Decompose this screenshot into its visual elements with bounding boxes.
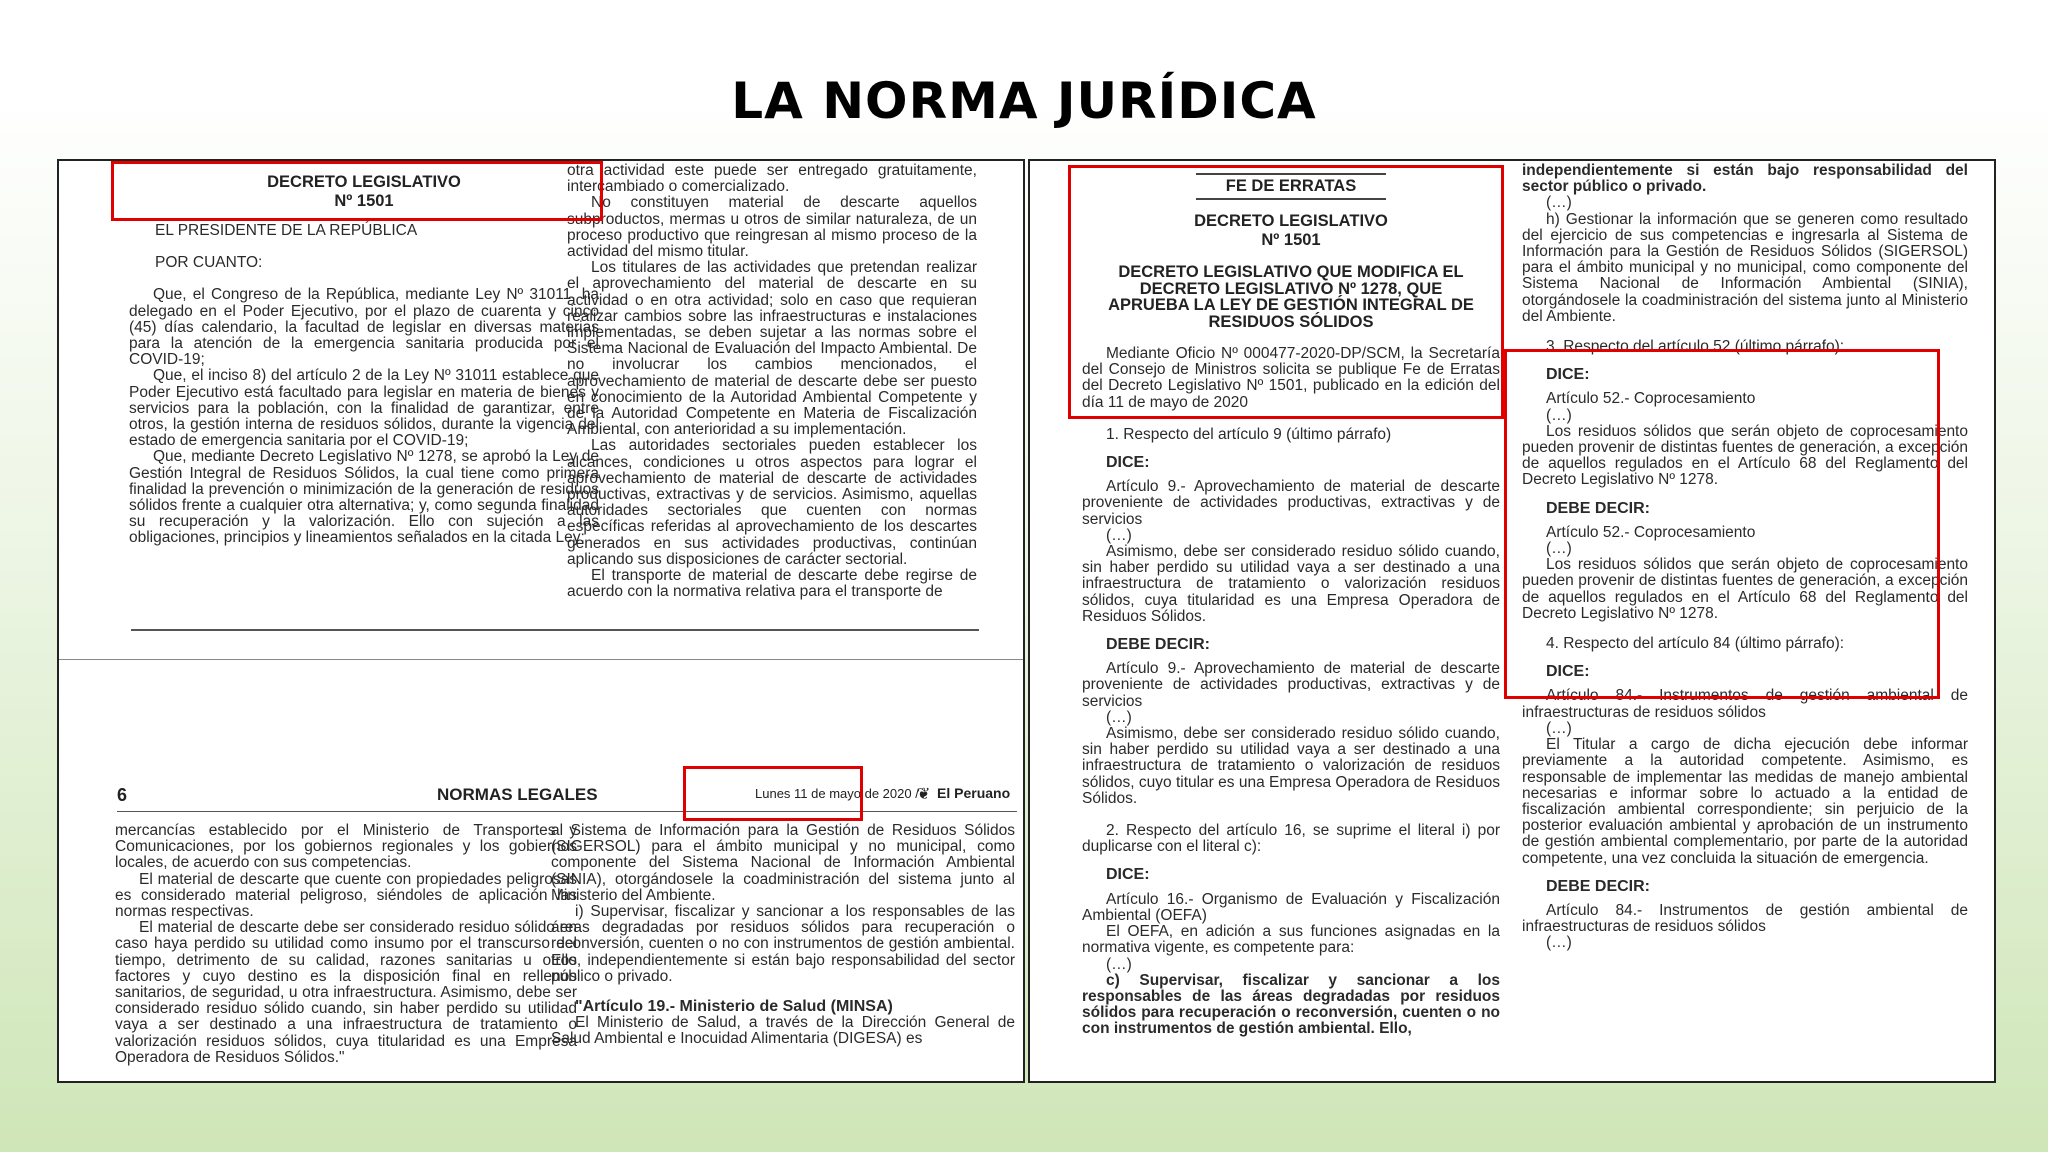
decree-number: Nº 1501 [334,192,394,210]
paragraph: El Ministerio de Salud, a través de la Dirección General de Salud Ambiental e Inocuidad Alimentaria (DIGESA) es [551,1014,1015,1048]
decree-column-2 [567,163,977,600]
paragraph: Los titulares de las actividades que pretendan realizar el aprovechamiento del material de descarte en su actividad o en otra actividad; solo en caso que requieran realizar cambios sobre las infraestructuras e instalaciones implementadas, se deben sujetar a las normas sobre el Sistema Nacional de Evaluación del Impacto Ambiental. De no involucrar los cambios mencionados, el aprovechamiento de material de descarte debe ser puesto en conocimiento de la Autoridad Ambiental Competente y de la Autoridad Competente en Materia de Fiscalización Ambiental, con anterioridad a su implementación. [567,259,977,439]
newspaper-logo-icon: ❦ [917,786,931,803]
publication-name: El Peruano [937,785,1011,801]
decree-description: DECRETO LEGISLATIVO QUE MODIFICA EL DECRETO LEGISLATIVO Nº 1278, QUE APRUEBA LA LEY DE GESTIÓN INTEGRAL DE RESIDUOS SÓLIDOS [1108,263,1474,331]
page-fold [59,659,1025,660]
column-rule [131,629,979,631]
decree-number: Nº 1501 [1261,231,1321,249]
article-9-title: Artículo 9.- Aprovechamiento de material de descarte proveniente de actividades productivas, extractivas y de servicios [1082,660,1500,710]
paragraph: No constituyen material de descarte aquellos subproductos, mermas u otros de similar naturaleza, de un proceso productivo que reingresan al mismo proceso de la actividad del mismo titular. [567,194,977,261]
article-52-title: Artículo 52.- Coprocesamiento [1546,390,1756,408]
ellipsis: (…) [1546,934,1572,952]
debe-decir-label: DEBE DECIR: [1546,499,1651,517]
dice-label: DICE: [1546,366,1590,384]
decree-column-3 [115,823,577,1066]
paragraph: h) Gestionar la información que se generen como resultado del ejercicio de sus competencias e ingresarla al Sistema de Información para la Gestión de Residuos Sólidos (SIGERSOL) para el ámbito municipal y no municipal, como componente del Sistema Nacional de Información Ambiental (SINIA), otorgándosele la coadministración del sistema junto al Ministerio del Ambiente. [1522,210,1968,325]
ellipsis: (…) [1546,194,1572,212]
decree-column-4 [551,823,1015,1048]
paragraph: Los residuos sólidos que serán objeto de coprocesamiento pueden provenir de distintas fuentes de generación, a excepción de aquellos regulados en el Artículo 68 del Reglamento del Decreto Legislativo Nº 1278. [1522,422,1968,489]
article-52-title: Artículo 52.- Coprocesamiento [1546,523,1756,541]
article-19-title: "Artículo 19.- Ministerio de Salud (MINSA) [575,998,893,1016]
ellipsis: (…) [1106,526,1132,544]
publication-date: Lunes 11 de mayo de 2020 / [755,786,919,801]
paragraph: Que, el Congreso de la República, mediante Ley Nº 31011, ha delegado en el Poder Ejecutivo, por el plazo de cuarenta y cinco (45) días calendario, la facultad de legislar en diversas materias para la atención de la emergencia sanitaria producida por el COVID-19; [129,286,599,369]
decree-scan-panel [57,159,1025,1083]
paragraph: Que, el inciso 8) del artículo 2 de la Ley Nº 31011 establece que Poder Ejecutivo está facultado para legislar en materia de bienes y servicios para la población, con la finalidad de garantizar, entre otros, la gestión interna de residuos sólidos, durante la vigencia del estado de emergencia sanitaria por el COVID-19; [129,367,599,450]
header-rule [117,811,1017,812]
paragraph: El Titular a cargo de dicha ejecución debe informar previamente a la autoridad competente. Asimismo, es responsable de implementar las medidas de manejo ambiental necesarias e informar sobre lo actuado a la entidad de fiscalización ambiental correspondiente; sin perjuicio de la posterior evaluación ambiental y aprobación de un instrumento de gestión ambiental complementario, por parte de la autoridad competente, una vez concluida la situación de emergencia. [1522,736,1968,867]
president-line: EL PRESIDENTE DE LA REPÚBLICA [155,222,418,239]
decree-column-1 [129,173,599,547]
paragraph: otra actividad este puede ser entregado gratuitamente, intercambiado o comercializado. [567,162,977,196]
paragraph: Los residuos sólidos que serán objeto de coprocesamiento pueden provenir de distintas fuentes de generación, a excepción de aquellos regulados en el Artículo 68 del Reglamento del Decreto Legislativo Nº 1278. [1522,556,1968,622]
errata-item-4: 4. Respecto del artículo 84 (último párrafo): [1546,635,1845,653]
ellipsis: (…) [1546,719,1572,737]
dice-label: DICE: [1106,454,1150,472]
paragraph: Asimismo, debe ser considerado residuo sólido cuando, sin haber perdido su utilidad vaya a ser destinado a una infraestructura de tratamiento o valorización de residuos sólidos, cuyo titular es una Empresa Operadora de Residuos Sólidos. [1082,725,1500,807]
decree-title: DECRETO LEGISLATIVO [267,173,461,191]
paragraph: al Sistema de Información para la Gestión de Residuos Sólidos (SIGERSOL) para el ámbito municipal y no municipal, como componente del Sistema Nacional de Información Ambiental (SINIA), otorgándosele la coadministración del sistema junto al Ministerio del Ambiente. [551,822,1015,904]
article-84-title: Artículo 84.- Instrumentos de gestión ambiental de infraestructuras de residuos sólidos [1522,901,1968,936]
article-9-title: Artículo 9.- Aprovechamiento de material de descarte proveniente de actividades productivas, extractivas y de servicios [1082,478,1500,528]
paragraph: mercancías establecido por el Ministerio de Transportes y Comunicaciones, por los gobiernos regionales y los gobiernos locales, de acuerdo con sus competencias. [115,822,577,872]
highlight-decree-title [111,161,603,221]
article-84-title: Artículo 84.- Instrumentos de gestión ambiental de infraestructuras de residuos sólidos [1522,687,1968,721]
errata-item-2: 2. Respecto del artículo 16, se suprime el literal i) por duplicarse con el literal c): [1082,822,1500,856]
ellipsis: (…) [1106,708,1132,726]
errata-item-1: 1. Respecto del artículo 9 (último párrafo) [1106,425,1392,443]
paragraph: El material de descarte debe ser considerado residuo sólido en caso haya perdido su utilidad como insumo por el transcurso del tiempo, detrimento de su calidad, razones sanitarias u otros factores y cuyo destino es la disposición final en rellenos sanitarios, de seguridad, u otra infraestructura. Asimismo, debe ser considerado residuo sólido cuando, sin haber perdido su utilidad vaya a ser destinado a una infraestructura de tratamiento o valorización residuos sólidos, cuya titularidad es una Empresa Operadora de Residuos Sólidos." [115,919,577,1066]
article-16-title: Artículo 16.- Organismo de Evaluación y Fiscalización Ambiental (OEFA) [1082,890,1500,924]
paragraph: Asimismo, debe ser considerado residuo sólido cuando, sin haber perdido su utilidad vaya a ser destinado a una infraestructura de tratamiento o valorización residuos sólidos, cuya titularidad es una Empresa Operadora de Residuos Sólidos. [1082,543,1500,625]
errata-heading: FE DE ERRATAS [1225,177,1357,195]
highlight-publication-date [683,766,863,821]
ellipsis: (…) [1106,955,1132,973]
debe-decir-label: DEBE DECIR: [1106,636,1211,654]
paragraph: El material de descarte que cuente con propiedades peligrosas es considerado material peligroso, siéndoles de aplicación las normas respectivas. [115,870,577,921]
errata-item-3: 3. Respecto del artículo 52 (último párrafo): [1546,338,1845,356]
paragraph: Mediante Oficio Nº 000477-2020-DP/SCM, la Secretaría del Consejo de Ministros solicita se publique Fe de Erratas del Decreto Legislativo Nº 1501, publicado en la edición del día 11 de mayo de 2020 [1082,345,1500,411]
paragraph: i) Supervisar, fiscalizar y sancionar a los responsables de las áreas degradadas por residuos sólidos para recuperación o reconversión, cuenten o no con instrumentos de gestión ambiental. Ello, independientemente si están bajo responsabilidad del sector público o privado. [551,903,1015,985]
por-cuanto: POR CUANTO: [155,254,263,272]
paragraph: independientemente si están bajo responsabilidad del sector público o privado. [1522,162,1968,196]
ellipsis: (…) [1546,540,1572,558]
dice-label: DICE: [1106,866,1150,884]
page-header [117,785,1017,809]
paragraph: c) Supervisar, fiscalizar y sancionar a los responsables de las áreas degradadas por residuos sólidos para recuperación o reconversión, cuenten o no con instrumentos de gestión ambiental. Ello, [1082,971,1500,1038]
debe-decir-label: DEBE DECIR: [1546,877,1651,895]
paragraph: Las autoridades sectoriales pueden establecer los alcances, condiciones u otros aspectos para lograr el aprovechamiento de material de descarte de actividades productivas, extractivas y de servicios. Asimismo, aquellas autoridades sectoriales que cuenten con normas específicas referidas al aprovechamiento de los descartes generados en sus actividades productivas, continúan aplicando sus disposiciones de carácter sectorial. [567,437,977,568]
paragraph: El transporte de material de descarte debe regirse de acuerdo con la normativa relativa para el transporte de [567,567,977,601]
slide-title: LA NORMA JURÍDICA [731,72,1317,130]
decree-title: DECRETO LEGISLATIVO [1194,212,1388,230]
ellipsis: (…) [1546,406,1572,424]
paragraph: El OEFA, en adición a sus funciones asignadas en la normativa vigente, es competente para: [1082,923,1500,957]
errata-scan-panel [1028,159,1996,1083]
paragraph: Que, mediante Decreto Legislativo Nº 1278, se aprobó la Ley de Gestión Integral de Residuos Sólidos, la cual tiene como primera finalidad la prevención o minimización de la generación de residuos sólidos frente a cualquier otra alternativa; y, como segunda finalidad su recuperación y la valorización. Ello con sujeción a las obligaciones, principios y lineamientos señalados en la citada Ley; [129,448,599,547]
page-number: 6 [117,785,128,805]
section-title: NORMAS LEGALES [437,785,598,804]
highlight-errata-header [1068,165,1504,419]
highlight-article-52 [1504,349,1940,699]
dice-label: DICE: [1546,663,1590,681]
